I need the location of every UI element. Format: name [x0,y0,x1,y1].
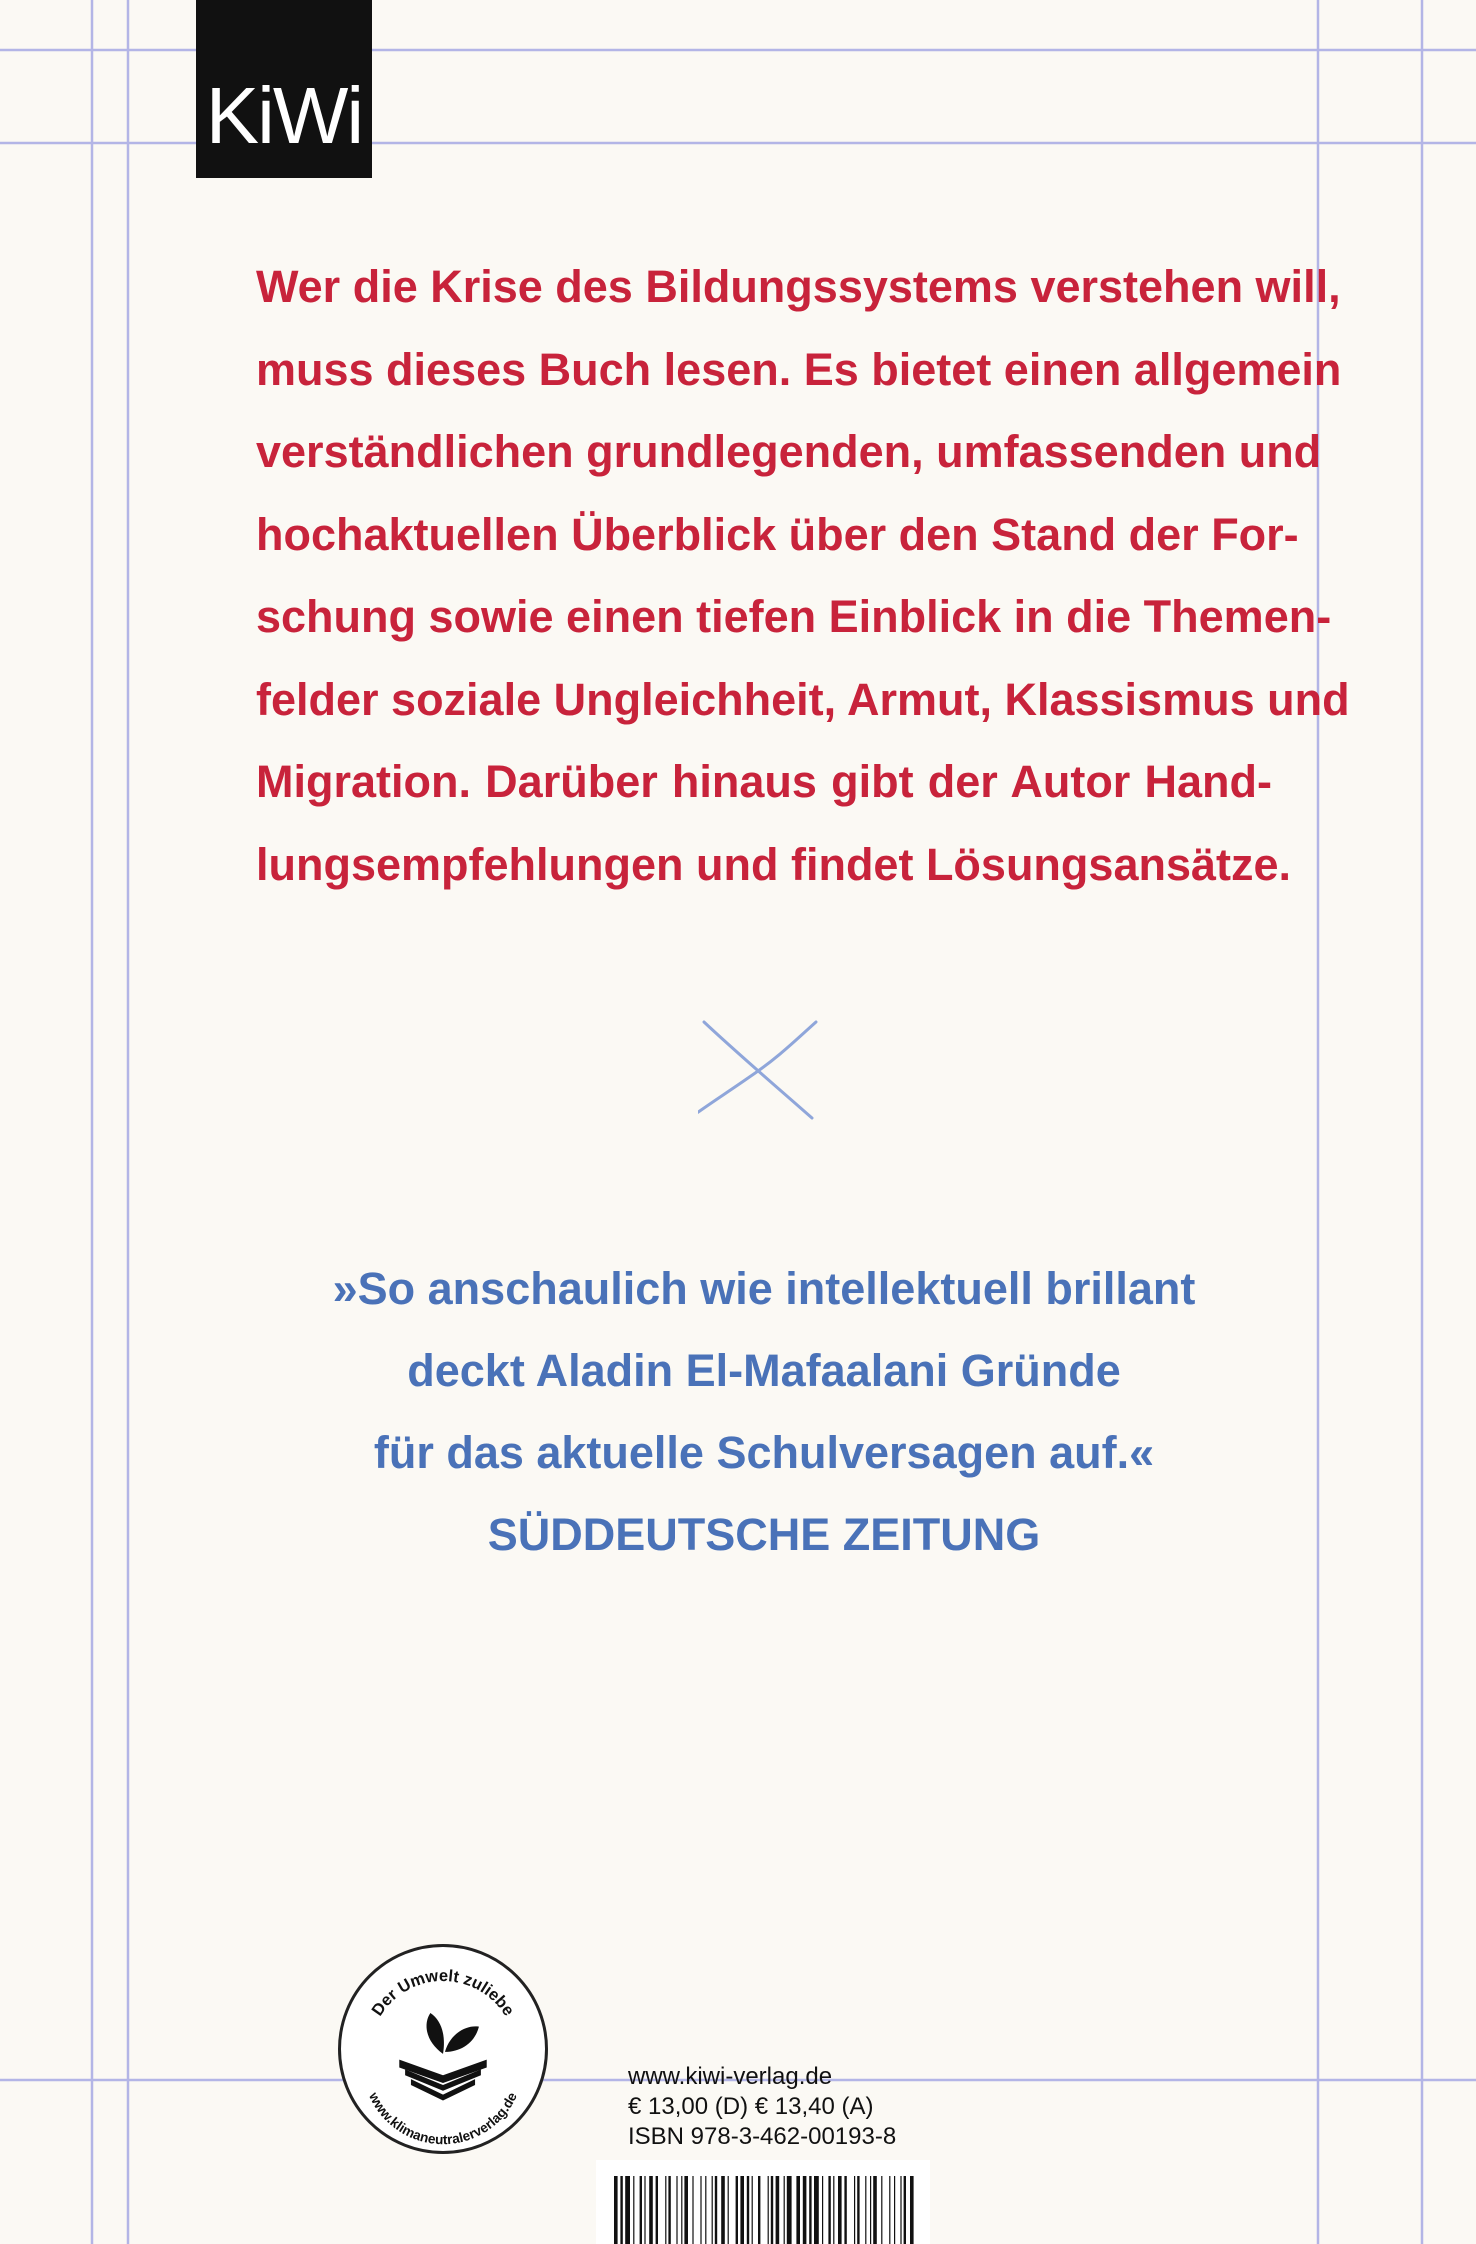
press-quote [256,1248,1272,1576]
quote-line: für das aktuelle Schulversagen auf.« [373,1427,1155,1478]
quote-source: SÜDDEUTSCHE ZEITUNG [487,1509,1041,1560]
quote-line: deckt Aladin El-Mafaalani Gründe [407,1345,1121,1396]
climate-neutral-badge [338,1944,548,2154]
blurb-line: schung sowie einen tiefen Einblick in die Themen- [256,591,1332,642]
quote-line: »So anschaulich wie intellektuell brillant [332,1263,1196,1314]
leaf-book-icon [399,2013,486,2100]
isbn-text: ISBN 978-3-462-00193-8 [628,2123,897,2150]
blurb-line: felder soziale Ungleichheit, Armut, Klassismus und [256,673,1350,725]
blurb-line: lungsempfehlungen und findet Lösungsansätze. [256,838,1292,890]
blurb-text [256,246,1350,906]
book-meta [628,2062,928,2152]
badge-bottom-text: www.klimaneutralerverlag.de [366,2089,520,2148]
barcode [596,2160,930,2244]
badge-top-text: Der Umwelt zuliebe [368,1966,518,2020]
cross-ornament-icon [698,1018,818,1124]
blurb-line: verständlichen grundlegenden, umfassenden und [256,426,1322,477]
blurb-line: Migration. Darüber hinaus gibt der Autor Hand- [256,756,1272,807]
blurb-line: hochaktuellen Überblick über den Stand der For- [256,508,1299,560]
blurb-line: muss dieses Buch lesen. Es bietet einen allgemein [256,343,1342,395]
publisher-logo: KiWi [196,0,372,178]
blurb-line: Wer die Krise des Bildungssystems verstehen will, [256,261,1341,312]
price-text: € 13,00 (D) € 13,40 (A) [628,2093,874,2120]
website-text: www.kiwi-verlag.de [628,2063,833,2090]
svg-text:Der Umwelt zuliebe [368,1967,517,2019]
